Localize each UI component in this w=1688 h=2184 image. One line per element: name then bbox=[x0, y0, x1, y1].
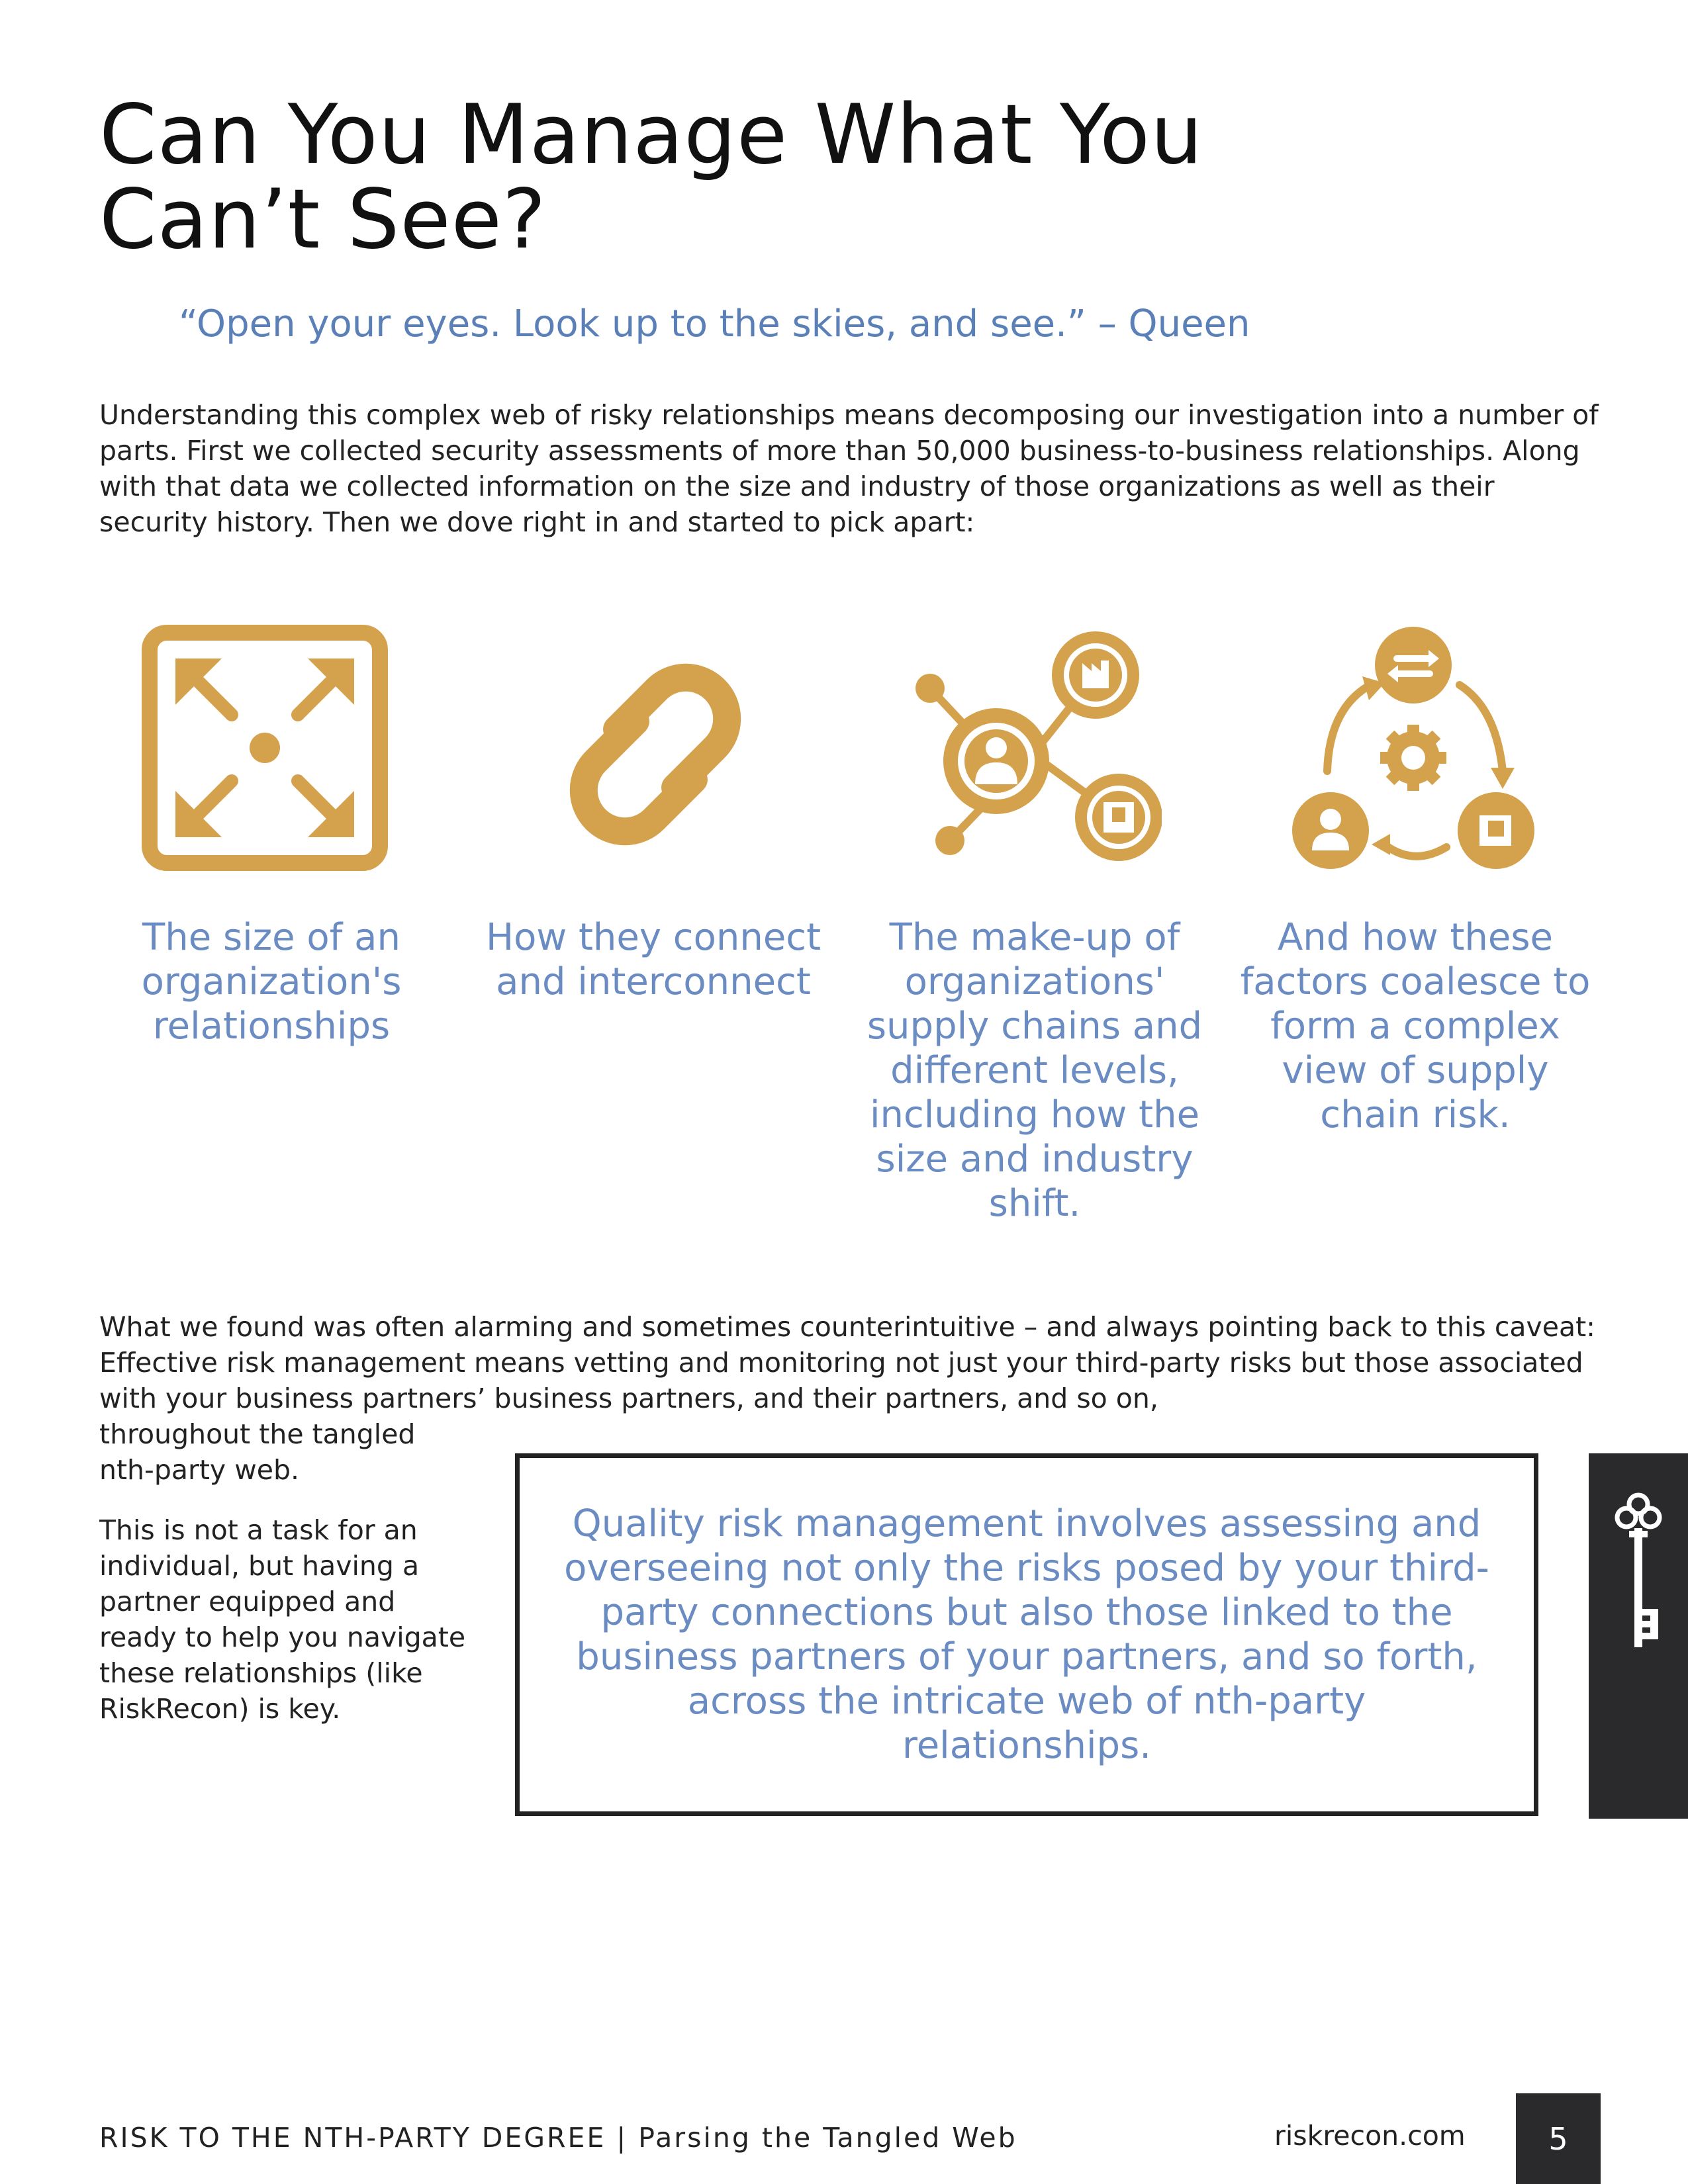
intro-paragraph: Understanding this complex web of risky relationships means decomposing our investigation into a number of parts. First we collected security assessments of more than 50,000 business-to-business relationships. Along with that data we collected information on the size and industry of those organizations as well as their security history. Then we dove right in and started to pick apart: bbox=[99, 399, 1599, 538]
findings-paragraph: What we found was often alarming and sometimes counterintuitive – and always pointing back to this caveat: Effective risk management means vetting and monitoring not just your third-party risks but those associated with your business partners’ business partners, and their partners, and so on, bbox=[99, 1311, 1595, 1414]
page-number: 5 bbox=[1516, 2093, 1601, 2184]
footer-website-link[interactable]: riskrecon.com bbox=[1274, 2120, 1466, 2152]
expand-icon bbox=[139, 622, 404, 887]
footer-title: RISK TO THE NTH-PARTY DEGREE | Parsing the Tangled Web bbox=[99, 2122, 1017, 2154]
factor-caption-coalesce: And how these factors coalesce to form a complex view of supply chain risk. bbox=[1240, 916, 1591, 1136]
factor-caption-size: The size of an organization's relationships bbox=[141, 916, 402, 1048]
page-title: Can You Manage What You Can’t See? bbox=[99, 87, 1203, 267]
key-icon bbox=[1612, 1490, 1665, 1655]
network-icon bbox=[897, 622, 1162, 887]
side-tab bbox=[1589, 1453, 1688, 1819]
callout-box bbox=[515, 1453, 1538, 1816]
callout-text: Quality risk management involves assessing and overseeing not only the risks posed by your third-party connections but also those linked to the business partners of your partners, and so forth, across the intricate web of nth-party relationships. bbox=[564, 1502, 1489, 1767]
findings-paragraph-tail: throughout the tangled nth-party web. bbox=[99, 1418, 416, 1486]
partner-paragraph: This is not a task for an individual, but having a partner equipped and ready to help you navigate these relationships (like RiskRecon) is key. bbox=[99, 1514, 466, 1725]
factor-caption-connect: How they connect and interconnect bbox=[485, 916, 821, 1003]
cycle-icon bbox=[1278, 622, 1542, 887]
factor-caption-supply-chain: The make-up of organizations' supply chains and different levels, including how the size and industry shift. bbox=[867, 916, 1203, 1225]
pull-quote: “Open your eyes. Look up to the skies, and see.” – Queen bbox=[179, 302, 1250, 345]
chain-link-icon bbox=[523, 622, 788, 887]
